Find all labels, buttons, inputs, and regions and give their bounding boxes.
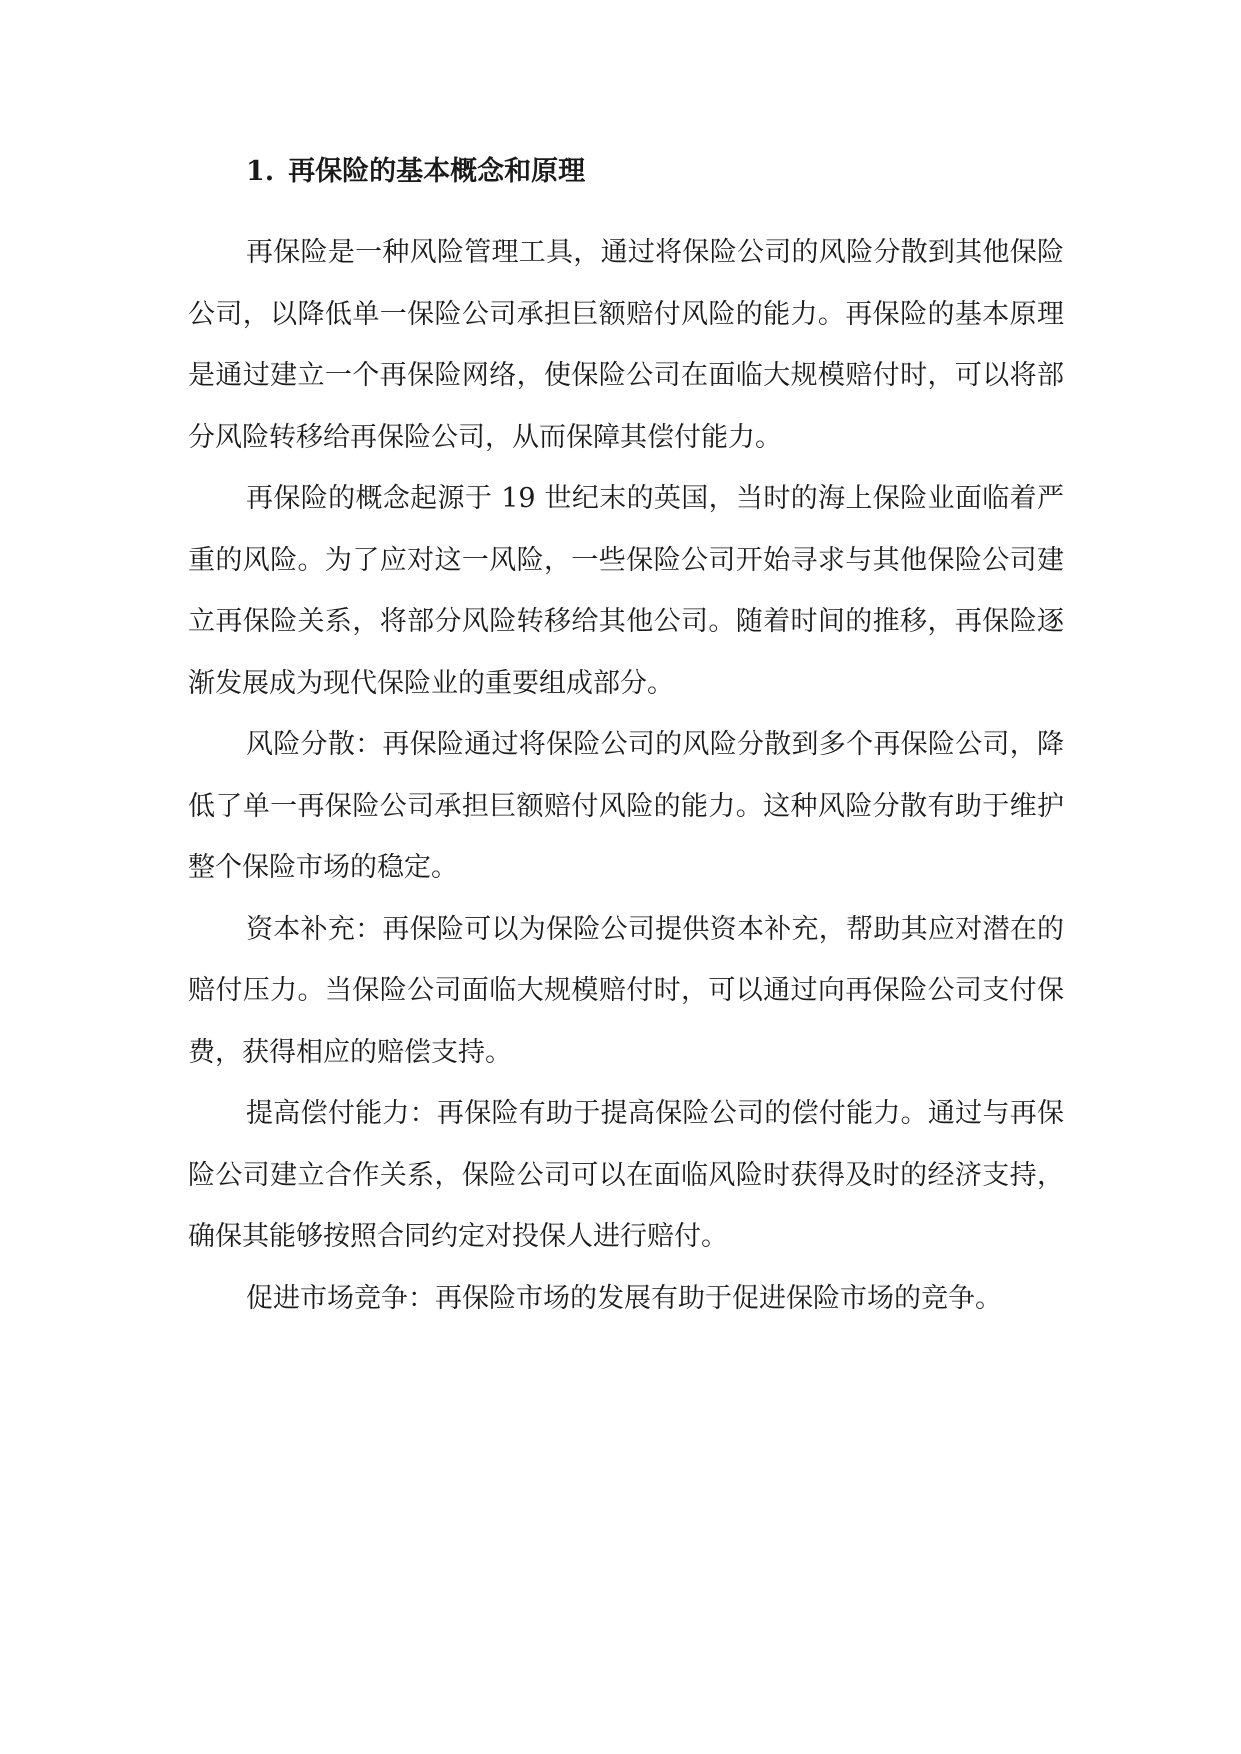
section-heading xyxy=(246,152,585,192)
paragraph-risk-diversification: 风险分散：再保险通过将保险公司的风险分散到多个再保险公司，降低了单一再保险公司承担巨额赔付风险的能力。这种风险分散有助于维护整个保险市场的稳定。 xyxy=(188,729,1064,883)
section-title: 再保险的基本概念和原理 xyxy=(288,156,586,187)
section-number: 1. xyxy=(246,156,275,187)
paragraph-solvency: 提高偿付能力：再保险有助于提高保险公司的偿付能力。通过与再保险公司建立合作关系，保险公司可以在面临风险时获得及时的经济支持，确保其能够按照合同约定对投保人进行赔付。 xyxy=(188,1098,1064,1252)
paragraph-origin: 再保险的概念起源于 19 世纪末的英国，当时的海上保险业面临着严重的风险。为了应对这一风险，一些保险公司开始寻求与其他保险公司建立再保险关系，将部分风险转移给其他公司。随着时间的推移，再保险逐渐发展成为现代保险业的重要组成部分。 xyxy=(188,483,1064,699)
paragraph-market-competition: 促进市场竞争：再保险市场的发展有助于促进保险市场的竞争。 xyxy=(246,1282,1002,1314)
paragraph-capital-supplement: 资本补充：再保险可以为保险公司提供资本补充，帮助其应对潜在的赔付压力。当保险公司面临大规模赔付时，可以通过向再保险公司支付保费，获得相应的赔偿支持。 xyxy=(188,913,1064,1068)
paragraph-definition: 再保险是一种风险管理工具，通过将保险公司的风险分散到其他保险公司，以降低单一保险公司承担巨额赔付风险的能力。再保险的基本原理是通过建立一个再保险网络，使保险公司在面临大规模赔付时，可以将部分风险转移给再保险公司，从而保障其偿付能力。 xyxy=(188,237,1064,453)
document-body xyxy=(188,222,1064,1329)
